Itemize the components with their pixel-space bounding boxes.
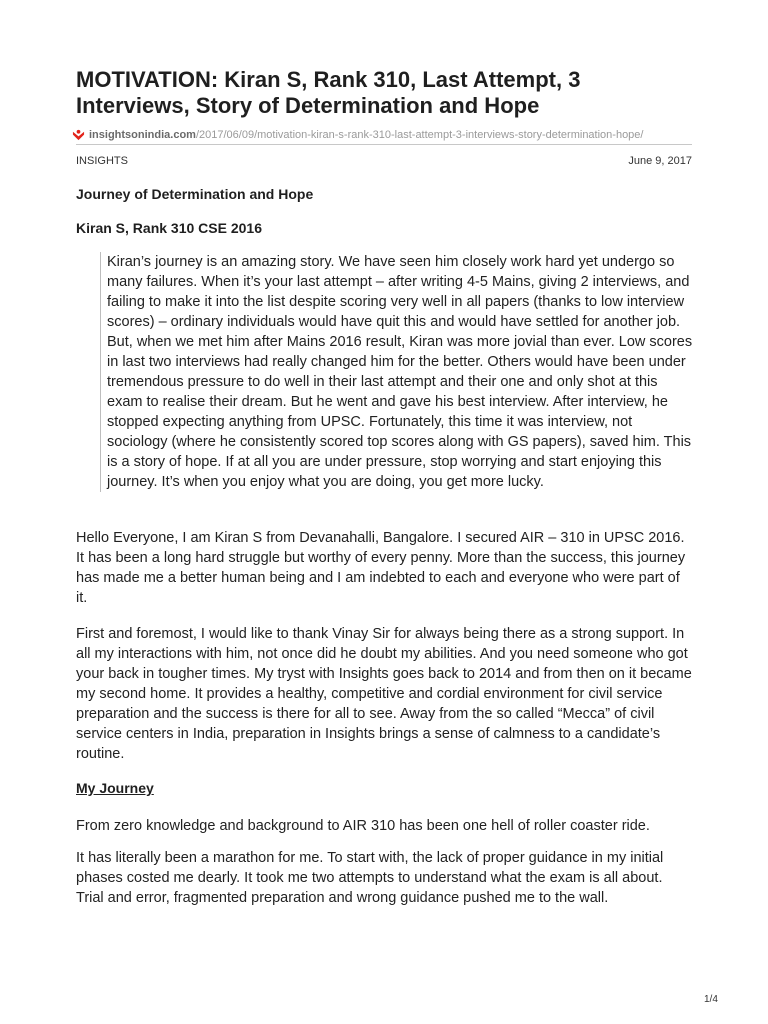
paragraph-thanks: First and foremost, I would like to thank Vinay Sir for always being there as a strong support. In all my interactions with him, not once did he doubt my abilities. And you need someone who got your back in tougher times. My tryst with Insights goes back to 2014 and from then on it became my second home. It provides a healthy, competitive and cordial environment for civil service preparation and the success is there for all to see. Away from the so called “Mecca” of civil service centers in India, preparation in Insights brings a sense of calmness to a candidate’s routine. bbox=[76, 626, 692, 762]
subheading: Journey of Determination and Hope bbox=[76, 186, 314, 202]
section-heading-my-journey: My Journey bbox=[76, 780, 154, 796]
category-label: INSIGHTS bbox=[76, 155, 128, 167]
insights-logo-icon bbox=[72, 129, 85, 142]
publish-date: June 9, 2017 bbox=[628, 155, 692, 167]
source-domain: insightsonindia.com bbox=[89, 129, 196, 141]
article-title: MOTIVATION: Kiran S, Rank 310, Last Attempt, 3 Interviews, Story of Determination and Hope bbox=[76, 67, 581, 118]
paragraph-roller-coaster: From zero knowledge and background to AIR 310 has been one hell of roller coaster ride. bbox=[76, 818, 650, 834]
intro-quote: Kiran’s journey is an amazing story. We have seen him closely work hard yet undergo so many failures. When it’s your last attempt – after writing 4-5 Mains, giving 2 interviews, and failing to make it into the list despite scoring very well in all papers (thanks to low interview scores) – ordinary individuals would have quit this and would have settled for another job. But, when we met him after Mains 2016 result, Kiran was more jovial than ever. Low scores in last two interviews had really changed him for the better. Others would have been under tremendous pressure to do well in their last attempt and their one and only shot at this exam to realise their dream. But he went and gave his best interview. After interview, he stopped expecting anything from UPSC. Fortunately, this time it was interview, not sociology (where he consistently scored top scores along with GS papers), saved him. This is a story of hope. If at all you are under pressure, stop worrying and start enjoying this journey. It’s when you enjoy what you are doing, you get more lucky. bbox=[100, 252, 695, 492]
source-url[interactable] bbox=[76, 128, 692, 145]
paragraph-marathon: It has literally been a marathon for me. To start with, the lack of proper guidance in my initial phases costed me dearly. It took me two attempts to understand what the exam is all about. Trial and error, fragmented preparation and wrong guidance pushed me to the wall. bbox=[76, 850, 664, 906]
byline: Kiran S, Rank 310 CSE 2016 bbox=[76, 220, 262, 236]
source-path: /2017/06/09/motivation-kiran-s-rank-310-last-attempt-3-interviews-story-determination-hope/ bbox=[195, 129, 644, 141]
meta-row bbox=[76, 155, 692, 167]
page-number: 1/4 bbox=[704, 994, 718, 1005]
paragraph-intro: Hello Everyone, I am Kiran S from Devanahalli, Bangalore. I secured AIR – 310 in UPSC 2016. It has been a long hard struggle but worthy of every penny. More than the success, this journey has made me a better human being and I am indebted to each and everyone who were part of it. bbox=[76, 530, 686, 606]
